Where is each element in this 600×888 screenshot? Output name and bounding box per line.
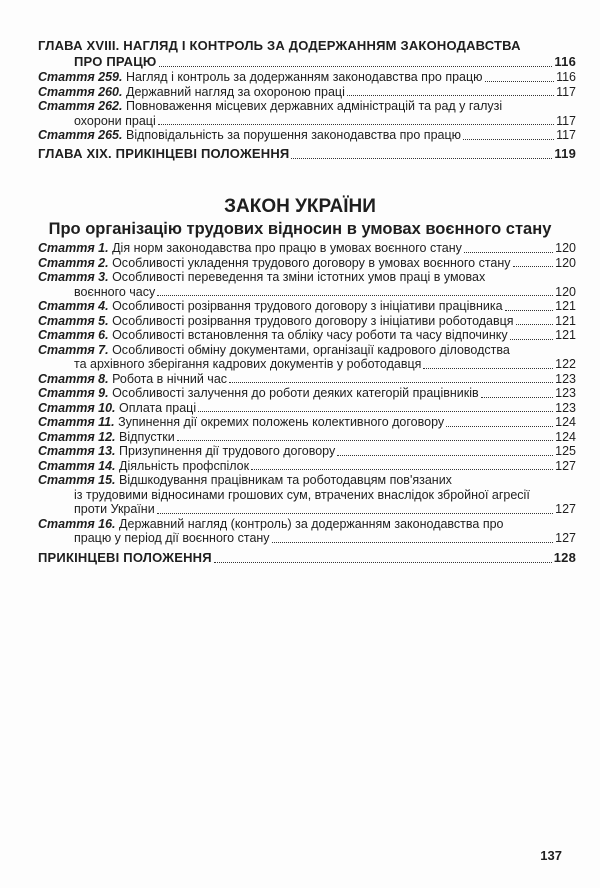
toc-entry: Стаття 11. Зупинення дії окремих положень колективного договору 124 [38, 415, 576, 429]
toc-entry: Стаття 13. Призупинення дії трудового договору 125 [38, 444, 576, 458]
toc-law [38, 241, 576, 566]
toc-entry: Стаття 262. Повноваження місцевих державних адміністрацій та рад у галузі охорони праці 117 [38, 99, 576, 128]
toc-entry: Стаття 10. Оплата праці 123 [38, 400, 576, 415]
toc-entry: Стаття 1. Дія норм законодавства про працю в умовах воєнного стану 120 [38, 241, 576, 255]
toc-entry: Стаття 8. Робота в нічний час 123 [38, 371, 576, 386]
page-number: 137 [540, 848, 562, 863]
toc-top [38, 38, 576, 162]
law-title: ЗАКОН УКРАЇНИ [224, 196, 376, 217]
toc-entry: Стаття 7. Особливості обміну документами, організації кадрового діловодства та архівного зберігання кадрових документів у роботодавця 122 [38, 342, 576, 371]
chapter-19: ГЛАВА XIX. ПРИКІНЦЕВІ ПОЛОЖЕННЯ 119 [38, 145, 576, 161]
toc-entry: Стаття 5. Особливості розірвання трудового договору з ініціативи роботодавця 121 [38, 313, 576, 328]
toc-entry: Стаття 14. Діяльність профспілок 127 [38, 458, 576, 473]
toc-entry: Стаття 2. Особливості укладення трудового договору в умовах воєнного стану 120 [38, 255, 576, 270]
toc-entry: Стаття 9. Особливості залучення до роботи деяких категорій працівників 123 [38, 386, 576, 400]
toc-entry: Стаття 265. Відповідальність за порушення законодавства про працю 117 [38, 128, 576, 142]
final-provisions: ПРИКІНЦЕВІ ПОЛОЖЕННЯ 128 [38, 549, 576, 565]
toc-entry: Стаття 12. Відпустки 124 [38, 429, 576, 444]
chapter-18-title: ГЛАВА XVIII. НАГЛЯД І КОНТРОЛЬ ЗА ДОДЕРЖАННЯМ ЗАКОНОДАВСТВА [38, 38, 521, 53]
chapter-18-page: 116 [554, 54, 576, 69]
toc-entry: Стаття 4. Особливості розірвання трудового договору з ініціативи працівника 121 [38, 299, 576, 313]
toc-entry: Стаття 260. Державний нагляд за охороною праці 117 [38, 84, 576, 99]
toc-entry: Стаття 6. Особливості встановлення та обліку часу роботи та часу відпочинку 121 [38, 328, 576, 342]
toc-entry: Стаття 259. Нагляд і контроль за додержанням законодавства про працю 116 [38, 70, 576, 84]
toc-entry: Стаття 3. Особливості переведення та зміни істотних умов праці в умовах воєнного часу 120 [38, 270, 576, 299]
toc-entry: Стаття 15. Відшкодування працівникам та роботодавцям пов'язаних із трудовими відносинами грошових сум, втрачених внаслідок збройної агресії проти України 127 [38, 473, 576, 516]
law-subtitle: Про організацію трудових відносин в умовах воєнного стану [48, 220, 552, 238]
toc-entry: Стаття 16. Державний нагляд (контроль) за додержанням законодавства про працю у період дії воєнного стану 127 [38, 516, 576, 545]
chapter-18-title-cont: ПРО ПРАЦЮ [74, 54, 157, 69]
chapter-18 [38, 38, 576, 70]
